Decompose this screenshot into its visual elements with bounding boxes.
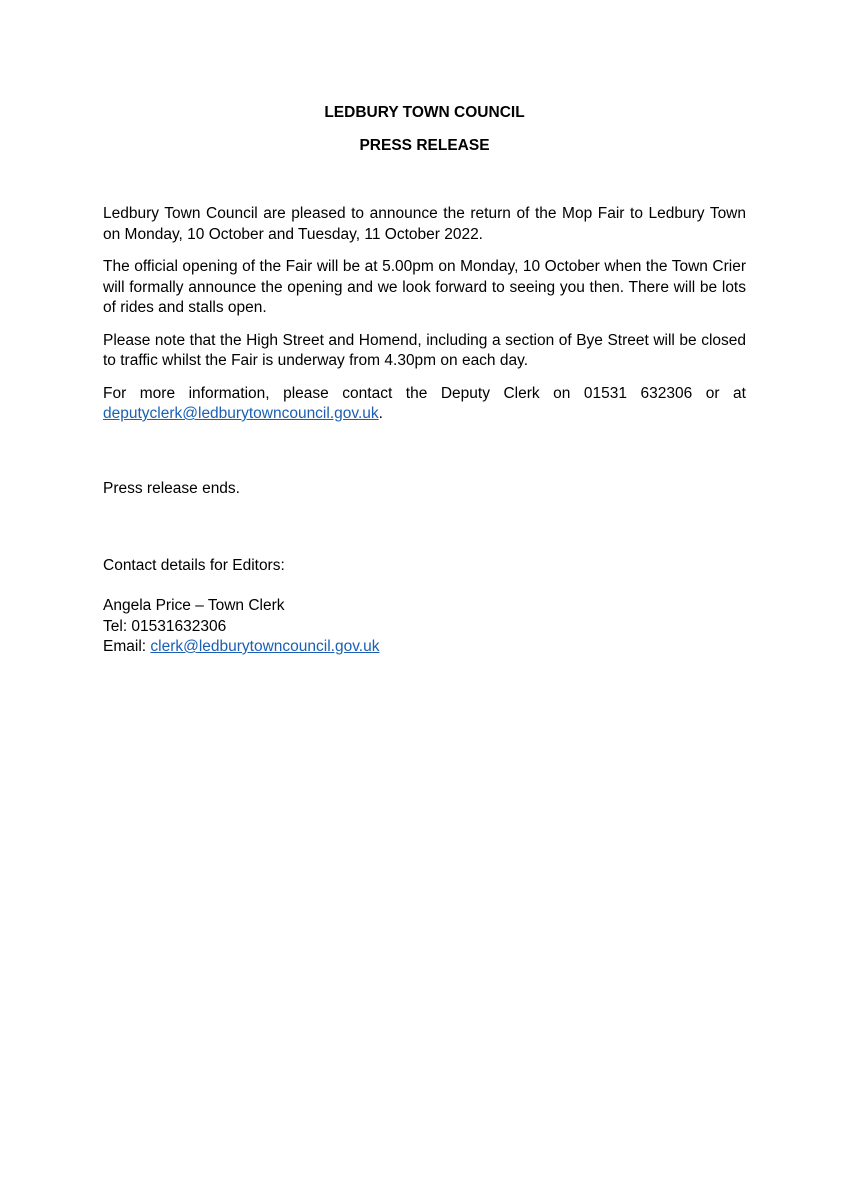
editors-contact-details (103, 596, 746, 658)
document-type-title: PRESS RELEASE (359, 137, 490, 154)
editors-contact-label: Contact details for Editors: (103, 557, 285, 574)
paragraph-opening: The official opening of the Fair will be at 5.00pm on Monday, 10 October when the Town Crier will formally announce the opening and we look forward to seeing you then. There will be lots of rides and stalls open. (103, 258, 746, 316)
contact-name: Angela Price – Town Clerk (103, 597, 285, 614)
paragraph-road-closure: Please note that the High Street and Homend, including a section of Bye Street will be closed to traffic whilst the Fair is underway from 4.30pm on each day. (103, 331, 746, 369)
contact-telephone: Tel: 01531632306 (103, 617, 227, 635)
paragraph-contact (103, 384, 746, 425)
deputy-clerk-email-link[interactable]: deputyclerk@ledburytowncouncil.gov.uk (103, 405, 379, 422)
organisation-title: LEDBURY TOWN COUNCIL (324, 104, 525, 121)
contact-email-line (103, 637, 746, 658)
paragraph-announcement: Ledbury Town Council are pleased to announce the return of the Mop Fair to Ledbury Town on Monday, 10 October and Tuesday, 11 October 2022. (103, 205, 746, 243)
press-release-body (103, 204, 746, 437)
contact-text: For more information, please contact the Deputy Clerk on 01531 632306 or at (103, 384, 746, 402)
email-label: Email: (103, 638, 151, 655)
town-clerk-email-link[interactable]: clerk@ledburytowncouncil.gov.uk (150, 638, 380, 655)
press-release-ends: Press release ends. (103, 480, 240, 497)
contact-period: . (378, 405, 383, 422)
